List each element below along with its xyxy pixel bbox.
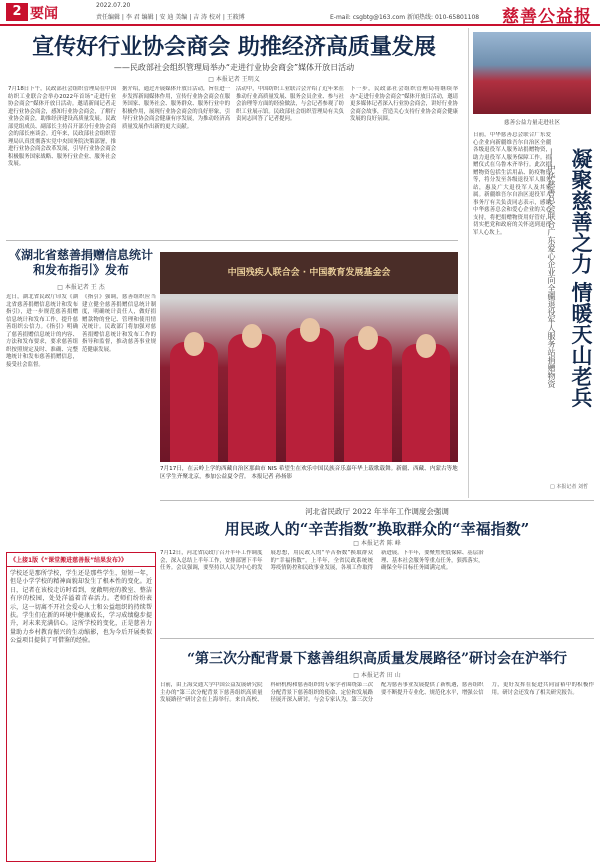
lead-column-2: 据介绍，通过开展媒体开放日活动，旨在进一步发挥新闻媒体作用，宣传行业协会商会在服务国家、服务社会、服务群众、服务行业中的积极作用，展现行业协会商会的良好形象，引导行业协会商会健康有序发展，为推动经济高质量发展作出新的更大贡献。 xyxy=(122,86,230,130)
sidebar-headline: 凝聚慈善之力 情暖天山老兵 xyxy=(569,148,594,408)
divider xyxy=(160,638,594,639)
photo-person xyxy=(344,336,392,462)
boxed-body: 学校还是那所学校，学生还是那些学生，短短一年，但是小学学校的精神面貌却发生了根本性的变化。近日，记者在该校走访时看到，宽敞明亮的教室、整洁有序的校园，处处洋溢着青春活力。老师们纷纷表示，这一切离不开社会爱心人士和公益组织的持续帮扶。学生们在新的环境中健康成长，学习成绩稳步提升，对未来充满信心。这所学校的变化，正是慈善力量助力乡村教育振兴的生动缩影，也为今后开展类似公益项目提供了可借鉴的经验。 xyxy=(10,570,152,645)
article3-headline: 用民政人的“辛苦指数”换取群众的“幸福指数” xyxy=(224,520,530,538)
sidebar-story xyxy=(468,28,594,498)
photo-person xyxy=(402,344,450,462)
article2-headline: 《湖北省慈善捐赠信息统计和发布指引》发布 xyxy=(8,248,153,277)
page-number: 2 xyxy=(6,3,28,21)
photo-face xyxy=(358,326,378,350)
sidebar-photo xyxy=(473,32,591,114)
article3-kicker: 河北省民政厅 2022 年半年工作调度会强调 xyxy=(305,507,449,516)
photo-face xyxy=(242,324,262,348)
photo-caption: 7月17日，在云岭上学的西藏自治区那曲市 NIS 希望生在欢乐中国民族音乐嘉年华上载歌载舞。新疆、西藏、内蒙古等地区学生齐聚北京，参加公益夏令营。 本报记者 孙扬影 xyxy=(160,466,458,480)
sidebar-byline: □ 本报记者 刘哲 xyxy=(550,484,588,490)
article2-column-2: 《指引》强调，慈善组织应当建立健全慈善捐赠信息统计制度，明确统计责任人，做好捐赠款物的登记、管理和使用情况统计。民政部门将加强对慈善捐赠信息统计和发布工作的指导和监督，推动慈善事业规范健康发展。 xyxy=(82,294,156,353)
photo-person xyxy=(170,342,218,462)
page-header xyxy=(0,0,600,26)
section-name: 要闻 xyxy=(30,6,58,22)
lead-headline: 宣传好行业协会商会 助推经济高质量发展 xyxy=(32,34,436,60)
article3-body: 7月12日，河北省民政厅召开半年工作调度会，深入总结上半年工作，安排部署下半年任务。会议强调，要坚持以人民为中心的发展思想，用民政人的“辛苦指数”换取群众的“幸福指数”。上半年，全省民政系统统筹疫情防控和民政事业发展，各项工作取得新进展。下半年，要聚焦兜底保障、基层治理、基本社会服务等重点任务，狠抓落实，确保全年目标任务圆满完成。 xyxy=(160,550,484,571)
photo-face xyxy=(300,318,320,342)
photo-person xyxy=(228,334,276,462)
masthead-logo: 慈善公益报 xyxy=(502,7,592,27)
photo-face xyxy=(184,332,204,356)
lead-column-4: 下一步，民政部社会组织管理局将继续举办“走进行业协会商会”媒体开放日活动，邀请更多媒体记者深入行业协会商会，讲好行业协会商会故事，营造关心支持行业协会商会健康发展的良好氛围。 xyxy=(350,86,458,122)
photo-person xyxy=(286,328,334,462)
article2-byline: □ 本报记者 王 杰 xyxy=(57,284,105,291)
article4-headline: “第三次分配背景下慈善组织高质量发展路径”研讨会在沪举行 xyxy=(186,651,568,667)
lead-byline: □ 本报记者 王明义 xyxy=(208,76,260,83)
article2-column-1: 近日，湖北省民政厅印发《湖北省慈善捐赠信息统计和发布指引》，进一步规范慈善捐赠信息统计和发布工作，提升慈善组织公信力。《指引》明确了慈善捐赠信息统计的内容、方法和发布要求，要求慈善组织按照规定及时、准确、完整地统计和发布慈善捐赠信息，接受社会监督。 xyxy=(6,294,78,368)
contact-line: E-mail: csgbtg@163.com 新闻热线: 010-65801108 xyxy=(330,14,480,21)
divider xyxy=(160,500,594,501)
sidebar-subtitle: ——中华慈善总会联合广东爱心企业向全疆退役军人服务站捐赠物资 xyxy=(547,148,556,388)
issue-date: 2022.07.20 xyxy=(96,2,131,9)
boxed-title: 《上接1版《“课堂搬进慈善报”结果发布》》 xyxy=(7,553,155,567)
article3-byline: □ 本报记者 陈 峰 xyxy=(353,540,401,547)
lead-column-1: 7月18日下午，民政部社会组织管理局在中国纺织工业联合会举办2022年首场“走进行业协会商会”媒体开放日活动。邀请新闻记者走进行业协会商会，感知行业协会商会，了解行业协会商会，助推经济建设高质量发展。民政部党组成员、副部长主持召开部分行业协会商会的部长座谈会。近年来，民政部社会组织管理局认真贯彻落实党中央国务院决策部署，推进行业协会商会改革发展，引导行业协会商会积极服务国家战略、服务行业企业、服务社会发展。 xyxy=(8,86,116,167)
photo-banner: 中国残疾人联合会 · 中国教育发展基金会 xyxy=(160,252,458,294)
article4-body: 日前，由上海交通大学中国公益发展研究院主办的“第三次分配背景下慈善组织高质量发展路径”研讨会在上海举行。来自高校、科研机构和慈善组织的专家学者围绕第三次分配背景下慈善组织的使命、定位和发展路径展开深入研讨。与会专家认为，第三次分配为慈善事业发展提供了新机遇，慈善组织要不断提升专业化、规范化水平，增强公信力，更好发挥在促进共同富裕中的积极作用。研讨会还发布了相关研究报告。 xyxy=(160,682,594,703)
divider xyxy=(6,240,458,241)
editor-line: 责任编辑 | 李 君 编辑 | 安 迪 美编 | 吉 涛 校对 | 王筱博 xyxy=(96,14,245,21)
lead-subtitle: ——民政部社会组织管理局举办“走进行业协会商会”媒体开放日活动 xyxy=(113,63,355,72)
boxed-story xyxy=(6,552,156,862)
lead-column-3: 活动中，中国纺织工业联合会介绍了近年来在推动行业高质量发展、服务会员企业、参与社会治理等方面的经验做法，与会记者参观了纺织工业展示馆。民政部社会组织管理局有关负责同志回答了记者提问。 xyxy=(236,86,344,122)
article4-byline: □ 本报记者 田 山 xyxy=(353,672,401,679)
news-photo xyxy=(160,252,458,462)
sidebar-body: 日前，中华慈善总会联合广东爱心企业向新疆维吾尔自治区全疆各级退役军人服务站捐赠物资，助力退役军人服务保障工作。捐赠仪式在乌鲁木齐举行。此次捐赠物资包括生活用品、防疫物资等，将分发至各级退役军人服务站，惠及广大退役军人及其家属。新疆维吾尔自治区退役军人事务厅有关负责同志表示，感谢中华慈善总会和爱心企业的关心支持，将把捐赠物资用好管好，切实把党和政府的关怀送到退役军人心坎上。 xyxy=(473,132,551,236)
sidebar-photo-caption: 慈善公益力量走进社区 xyxy=(504,120,560,126)
photo-face xyxy=(416,334,436,358)
